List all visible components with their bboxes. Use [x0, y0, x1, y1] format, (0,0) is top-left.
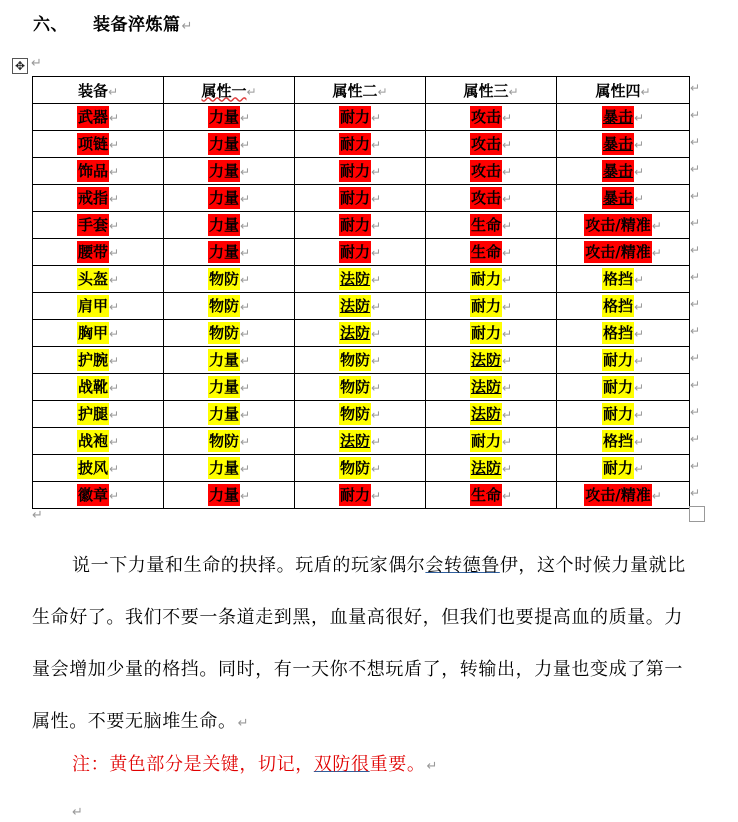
empty-paragraph-mark: ↵ [72, 805, 83, 820]
body-paragraph [32, 540, 692, 750]
attribute-cell[interactable] [164, 320, 295, 347]
attribute-cell[interactable] [164, 239, 295, 266]
attribute-value: 耐力 [339, 216, 370, 234]
attribute-value: 法防 [470, 378, 501, 396]
cell-mark: ↵ [370, 462, 382, 476]
attribute-cell[interactable] [557, 320, 690, 347]
attribute-cell[interactable] [295, 428, 426, 455]
attribute-value: 力量 [208, 243, 239, 261]
attribute-value: 法防 [470, 405, 501, 423]
row-end-mark: ↵ [690, 216, 701, 230]
attribute-cell[interactable] [164, 374, 295, 401]
cell-mark: ↵ [501, 165, 513, 179]
attribute-cell[interactable] [164, 266, 295, 293]
attribute-value: 攻击/精准 [585, 486, 651, 504]
equipment-name: 腰带 [77, 243, 108, 261]
attribute-cell[interactable] [557, 239, 690, 266]
cell-mark: ↵ [633, 354, 645, 368]
equipment-name-cell[interactable] [33, 131, 164, 158]
attribute-cell[interactable] [164, 293, 295, 320]
row-end-mark: ↵ [690, 135, 701, 149]
cell-mark: ↵ [370, 300, 382, 314]
cell-mark: ↵ [508, 84, 519, 99]
attribute-value: 力量 [208, 108, 239, 126]
note-underlined: 双防很 [313, 754, 370, 775]
table-row [33, 266, 690, 293]
cell-mark: ↵ [651, 219, 662, 233]
cell-mark: ↵ [239, 327, 251, 341]
header-cell[interactable] [426, 77, 557, 104]
attribute-value: 攻击/精准 [585, 216, 651, 234]
cell-mark: ↵ [370, 354, 382, 368]
row-end-mark: ↵ [690, 378, 701, 392]
attribute-value: 耐力 [602, 405, 633, 423]
attribute-cell[interactable] [295, 212, 426, 239]
row-end-mark: ↵ [690, 351, 701, 365]
attribute-cell[interactable] [426, 131, 557, 158]
cell-mark: ↵ [633, 462, 645, 476]
equipment-name-cell[interactable] [33, 266, 164, 293]
attribute-cell[interactable] [426, 347, 557, 374]
table-row [33, 185, 690, 212]
attribute-value: 攻击 [470, 108, 501, 126]
attribute-cell[interactable] [426, 428, 557, 455]
cell-mark: ↵ [370, 246, 382, 260]
attribute-value: 物防 [339, 405, 370, 423]
table-row [33, 239, 690, 266]
cell-mark: ↵ [501, 192, 513, 206]
cell-mark: ↵ [108, 165, 120, 179]
cell-mark: ↵ [633, 192, 645, 206]
equipment-name-cell[interactable] [33, 401, 164, 428]
equipment-name-cell[interactable] [33, 374, 164, 401]
attribute-value: 攻击/精准 [585, 243, 651, 261]
paragraph-mark: ↵ [31, 56, 42, 71]
attribute-value: 物防 [208, 270, 239, 288]
attribute-cell[interactable] [164, 428, 295, 455]
attribute-cell[interactable] [295, 482, 426, 509]
attribute-value: 力量 [208, 162, 239, 180]
attribute-value: 物防 [208, 324, 239, 342]
table-row [33, 428, 690, 455]
attribute-value: 耐力 [339, 135, 370, 153]
attribute-value: 耐力 [602, 378, 633, 396]
note-paragraph [72, 750, 438, 776]
cell-mark: ↵ [246, 84, 257, 99]
cell-mark: ↵ [501, 300, 513, 314]
attribute-cell[interactable] [426, 401, 557, 428]
attribute-cell[interactable] [164, 131, 295, 158]
equipment-name: 披风 [77, 459, 108, 477]
attribute-cell[interactable] [426, 455, 557, 482]
attribute-value: 耐力 [470, 324, 501, 342]
table-move-handle-icon[interactable]: ✥ [12, 58, 28, 74]
cell-mark: ↵ [633, 435, 645, 449]
attribute-cell[interactable] [557, 428, 690, 455]
attribute-value: 物防 [339, 459, 370, 477]
header-cell[interactable] [557, 77, 690, 104]
cell-mark: ↵ [501, 219, 513, 233]
attribute-cell[interactable] [164, 185, 295, 212]
attribute-cell[interactable] [426, 239, 557, 266]
attribute-value: 格挡 [602, 324, 633, 342]
equipment-name-cell[interactable] [33, 482, 164, 509]
cell-mark: ↵ [633, 111, 645, 125]
cell-mark: ↵ [108, 111, 120, 125]
attribute-value: 物防 [339, 351, 370, 369]
attribute-value: 格挡 [602, 270, 633, 288]
attribute-cell[interactable] [426, 482, 557, 509]
attribute-value: 攻击 [470, 189, 501, 207]
attribute-cell[interactable] [164, 455, 295, 482]
cell-mark: ↵ [108, 273, 120, 287]
attribute-value: 耐力 [339, 162, 370, 180]
attribute-value: 力量 [208, 135, 239, 153]
cell-mark: ↵ [239, 246, 251, 260]
cell-mark: ↵ [633, 327, 645, 341]
equipment-name: 胸甲 [77, 324, 108, 342]
table-row [33, 401, 690, 428]
cell-mark: ↵ [370, 381, 382, 395]
cell-mark: ↵ [108, 408, 120, 422]
row-end-mark: ↵ [690, 270, 701, 284]
attribute-cell[interactable] [426, 212, 557, 239]
attribute-value: 法防 [339, 297, 370, 315]
note-text-start: 注：黄色部分是关键，切记， [72, 754, 314, 775]
cell-mark: ↵ [633, 138, 645, 152]
paragraph-mark: ↵ [32, 508, 43, 523]
attribute-value: 耐力 [339, 486, 370, 504]
cell-mark: ↵ [370, 327, 382, 341]
attribute-cell[interactable] [164, 482, 295, 509]
section-heading [33, 10, 193, 35]
attribute-cell[interactable] [557, 374, 690, 401]
equipment-name: 饰品 [77, 162, 108, 180]
equipment-name: 徽章 [77, 486, 108, 504]
attribute-cell[interactable] [557, 266, 690, 293]
attribute-value: 暴击 [602, 135, 633, 153]
attribute-cell[interactable] [426, 320, 557, 347]
attribute-cell[interactable] [557, 104, 690, 131]
cell-mark: ↵ [370, 435, 382, 449]
equipment-name: 戒指 [77, 189, 108, 207]
row-end-mark: ↵ [690, 162, 701, 176]
attribute-cell[interactable] [426, 104, 557, 131]
cell-mark: ↵ [108, 354, 120, 368]
cell-mark: ↵ [633, 273, 645, 287]
cell-mark: ↵ [239, 219, 251, 233]
table-resize-handle[interactable] [689, 506, 705, 522]
cell-mark: ↵ [108, 138, 120, 152]
attribute-value: 暴击 [602, 108, 633, 126]
attribute-value: 格挡 [602, 297, 633, 315]
equipment-name: 战靴 [77, 378, 108, 396]
header-cell[interactable] [295, 77, 426, 104]
cell-mark: ↵ [108, 246, 120, 260]
cell-mark: ↵ [239, 354, 251, 368]
row-end-mark: ↵ [690, 459, 701, 473]
attribute-cell[interactable] [557, 482, 690, 509]
attribute-value: 力量 [208, 189, 239, 207]
table-row [33, 293, 690, 320]
cell-mark: ↵ [239, 489, 251, 503]
row-end-mark: ↵ [690, 297, 701, 311]
attribute-value: 物防 [339, 378, 370, 396]
equipment-name-cell[interactable] [33, 455, 164, 482]
table-row [33, 374, 690, 401]
cell-mark: ↵ [633, 300, 645, 314]
attribute-cell[interactable] [164, 104, 295, 131]
attribute-cell[interactable] [295, 266, 426, 293]
header-label: 属性一 [201, 81, 247, 100]
cell-mark: ↵ [239, 111, 251, 125]
table-row [33, 455, 690, 482]
attribute-cell[interactable] [557, 293, 690, 320]
row-end-mark: ↵ [690, 486, 701, 500]
attribute-cell[interactable] [557, 185, 690, 212]
equipment-name: 手套 [77, 216, 108, 234]
attribute-value: 力量 [208, 378, 239, 396]
cell-mark: ↵ [501, 354, 513, 368]
attribute-value: 攻击 [470, 162, 501, 180]
row-end-mark: ↵ [690, 243, 701, 257]
cell-mark: ↵ [239, 435, 251, 449]
equipment-name: 护腕 [77, 351, 108, 369]
attribute-cell[interactable] [557, 131, 690, 158]
cell-mark: ↵ [501, 273, 513, 287]
attribute-cell[interactable] [295, 293, 426, 320]
attribute-cell[interactable] [557, 212, 690, 239]
attribute-value: 法防 [470, 351, 501, 369]
cell-mark: ↵ [501, 435, 513, 449]
paragraph-text-start: 说一下力量和生命的抉择。玩盾的玩家偶尔 [72, 555, 426, 576]
equipment-name-cell[interactable] [33, 239, 164, 266]
cell-mark: ↵ [239, 273, 251, 287]
attribute-value: 力量 [208, 405, 239, 423]
equipment-name-cell[interactable] [33, 104, 164, 131]
attribute-cell[interactable] [164, 212, 295, 239]
table-row [33, 482, 690, 509]
cell-mark: ↵ [501, 138, 513, 152]
header-label: 属性二 [332, 81, 378, 100]
cell-mark: ↵ [501, 408, 513, 422]
cell-mark: ↵ [501, 327, 513, 341]
cell-mark: ↵ [501, 111, 513, 125]
cell-mark: ↵ [108, 300, 120, 314]
attribute-value: 耐力 [602, 351, 633, 369]
attribute-cell[interactable] [295, 158, 426, 185]
cell-mark: ↵ [501, 489, 513, 503]
attribute-value: 格挡 [602, 432, 633, 450]
header-label: 属性三 [463, 81, 509, 100]
row-end-mark: ↵ [690, 432, 701, 446]
header-label: 属性四 [595, 81, 641, 100]
cell-mark: ↵ [239, 165, 251, 179]
table-row [33, 158, 690, 185]
cell-mark: ↵ [239, 462, 251, 476]
attribute-value: 力量 [208, 351, 239, 369]
cell-mark: ↵ [370, 273, 382, 287]
header-label: 装备 [77, 81, 108, 100]
cell-mark: ↵ [239, 300, 251, 314]
attribute-value: 法防 [339, 270, 370, 288]
table-row [33, 104, 690, 131]
attribute-cell[interactable] [295, 401, 426, 428]
attribute-cell[interactable] [295, 185, 426, 212]
attribute-cell[interactable] [295, 104, 426, 131]
attribute-cell[interactable] [426, 293, 557, 320]
paragraph-text-end: 伊，这个时候力量就比生命好了。我们不要一条道走到黑，血量高很好，但我们也要提高血的质量。力量会增加少量的格挡。同时，有一天你不想玩盾了，转输出，力量也变成了第一属性。不要无脑堆生命。 [32, 555, 686, 732]
cell-mark: ↵ [633, 381, 645, 395]
attribute-cell[interactable] [426, 158, 557, 185]
cell-mark: ↵ [108, 219, 120, 233]
equipment-name: 战袍 [77, 432, 108, 450]
attribute-value: 物防 [208, 297, 239, 315]
attribute-value: 法防 [339, 324, 370, 342]
attribute-value: 生命 [470, 243, 501, 261]
attribute-value: 耐力 [602, 459, 633, 477]
cell-mark: ↵ [108, 327, 120, 341]
attribute-value: 生命 [470, 486, 501, 504]
attribute-value: 暴击 [602, 189, 633, 207]
table-row [33, 212, 690, 239]
cell-mark: ↵ [108, 489, 120, 503]
attribute-cell[interactable] [557, 401, 690, 428]
cell-mark: ↵ [370, 219, 382, 233]
underlined-phrase: 会转德鲁 [425, 555, 500, 576]
attribute-value: 耐力 [339, 108, 370, 126]
equipment-name: 肩甲 [77, 297, 108, 315]
cell-mark: ↵ [370, 165, 382, 179]
cell-mark: ↵ [108, 462, 120, 476]
attribute-cell[interactable] [164, 158, 295, 185]
attribute-value: 耐力 [339, 189, 370, 207]
note-text-end: 重要。 [369, 754, 426, 775]
attribute-value: 物防 [208, 432, 239, 450]
equipment-name-cell[interactable] [33, 428, 164, 455]
attribute-cell[interactable] [295, 320, 426, 347]
equipment-name-cell[interactable] [33, 293, 164, 320]
cell-mark: ↵ [370, 489, 382, 503]
equipment-name-cell[interactable] [33, 320, 164, 347]
cell-mark: ↵ [651, 489, 662, 503]
header-cell[interactable] [33, 77, 164, 104]
table-row [33, 320, 690, 347]
attribute-value: 生命 [470, 216, 501, 234]
section-number: 六、 [33, 15, 68, 35]
equipment-name: 项链 [77, 135, 108, 153]
cell-mark: ↵ [370, 192, 382, 206]
table-row [33, 131, 690, 158]
attribute-value: 力量 [208, 216, 239, 234]
attribute-cell[interactable] [426, 185, 557, 212]
attribute-value: 法防 [339, 432, 370, 450]
cell-mark: ↵ [640, 84, 651, 99]
cell-mark: ↵ [377, 84, 388, 99]
header-cell[interactable] [164, 77, 295, 104]
cell-mark: ↵ [501, 246, 513, 260]
attribute-cell[interactable] [295, 347, 426, 374]
equipment-name: 武器 [77, 108, 108, 126]
row-end-mark: ↵ [690, 81, 701, 95]
attribute-cell[interactable] [164, 347, 295, 374]
cell-mark: ↵ [108, 381, 120, 395]
row-end-mark: ↵ [690, 108, 701, 122]
row-end-mark: ↵ [690, 189, 701, 203]
attribute-value: 耐力 [470, 270, 501, 288]
attribute-value: 力量 [208, 459, 239, 477]
attribute-value: 暴击 [602, 162, 633, 180]
row-end-mark: ↵ [690, 324, 701, 338]
paragraph-mark: ↵ [181, 19, 193, 34]
attribute-cell[interactable] [295, 131, 426, 158]
cell-mark: ↵ [370, 111, 382, 125]
attribute-cell[interactable] [426, 266, 557, 293]
attribute-cell[interactable] [295, 239, 426, 266]
equipment-name-cell[interactable] [33, 158, 164, 185]
cell-mark: ↵ [501, 462, 513, 476]
cell-mark: ↵ [651, 246, 662, 260]
cell-mark: ↵ [370, 408, 382, 422]
attribute-cell[interactable] [164, 401, 295, 428]
table-header-row [33, 77, 690, 104]
equipment-name: 护腿 [77, 405, 108, 423]
attribute-value: 力量 [208, 486, 239, 504]
equipment-name-cell[interactable] [33, 185, 164, 212]
attribute-cell[interactable] [295, 374, 426, 401]
cell-mark: ↵ [107, 84, 119, 99]
cell-mark: ↵ [108, 435, 120, 449]
attribute-cell[interactable] [557, 455, 690, 482]
attribute-value: 耐力 [470, 297, 501, 315]
paragraph-mark: ↵ [237, 716, 250, 731]
attribute-value: 法防 [470, 459, 501, 477]
row-end-mark: ↵ [690, 405, 701, 419]
cell-mark: ↵ [239, 192, 251, 206]
equipment-name-cell[interactable] [33, 347, 164, 374]
cell-mark: ↵ [370, 138, 382, 152]
attribute-cell[interactable] [557, 158, 690, 185]
paragraph-mark: ↵ [426, 759, 438, 774]
cell-mark: ↵ [633, 408, 645, 422]
cell-mark: ↵ [108, 192, 120, 206]
table-row [33, 347, 690, 374]
section-title: 装备淬炼篇 [93, 15, 181, 35]
attribute-cell[interactable] [295, 455, 426, 482]
equipment-name: 头盔 [77, 270, 108, 288]
attribute-value: 耐力 [339, 243, 370, 261]
cell-mark: ↵ [239, 381, 251, 395]
attribute-value: 攻击 [470, 135, 501, 153]
equipment-name-cell[interactable] [33, 212, 164, 239]
cell-mark: ↵ [633, 165, 645, 179]
attribute-cell[interactable] [426, 374, 557, 401]
cell-mark: ↵ [239, 138, 251, 152]
attribute-value: 耐力 [470, 432, 501, 450]
cell-mark: ↵ [239, 408, 251, 422]
cell-mark: ↵ [501, 381, 513, 395]
equipment-attribute-table [32, 76, 690, 509]
attribute-cell[interactable] [557, 347, 690, 374]
